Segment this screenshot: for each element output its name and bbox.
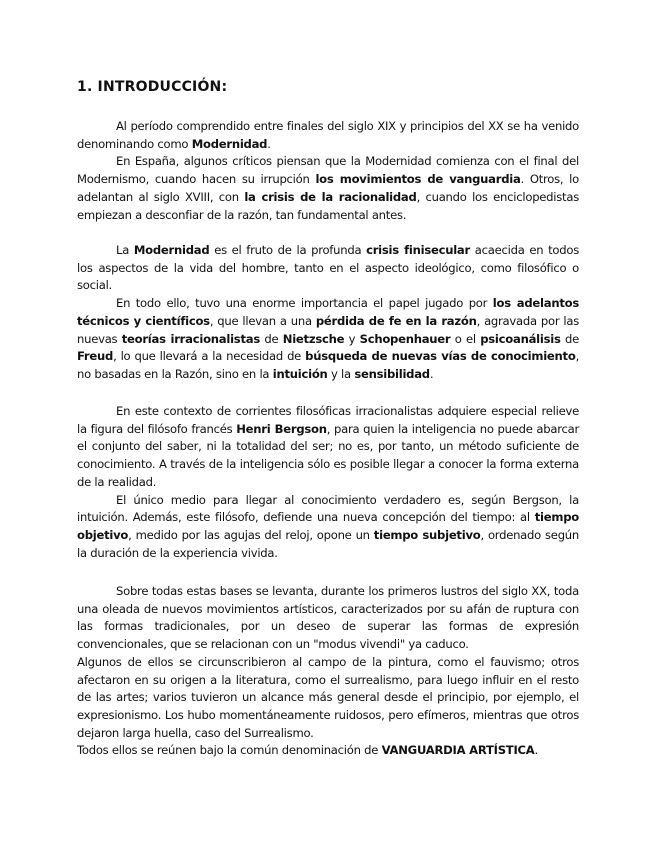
section-title: INTRODUCCIÓN: (97, 79, 228, 95)
section-number: 1. (77, 79, 93, 95)
text-run: , que llevan a una (209, 313, 316, 328)
text-run: La (116, 243, 134, 257)
text-run: y la (327, 366, 355, 381)
bold-term: Modernidad (191, 136, 268, 151)
bold-term: los adelantos técnicos y científicos (77, 296, 579, 328)
paragraph-ejemplos (77, 654, 579, 743)
text-run: de (259, 331, 283, 346)
text-run: Todos ellos se reúnen bajo la común denominación de (77, 743, 382, 758)
bold-term: pérdida de fe en la razón (315, 313, 477, 328)
text-run: Algunos de ellos se circunscribieron al campo de la pintura, como el fauvismo; otros afectaron en su origen a la literatura, como el surrealismo, para luego influir en el resto de las artes; varios tuvieron un alcance más general desde el principio, por ejemplo, el expresionismo. Los hubo momentáneamente ruidosos, pero efímeros, mientras que otros dejaron larga huella, caso del Surrealismo. (77, 654, 579, 740)
bold-term: Modernidad (133, 243, 210, 257)
text-run: y (344, 331, 360, 346)
paragraph-modernidad-period (77, 118, 579, 153)
text-run: , ordenado según la duración de la experiencia vivida. (77, 527, 579, 560)
paragraph-conclusion (77, 742, 579, 760)
paragraph-intuicion (77, 492, 579, 563)
text-run: , medido por las agujas del reloj, opone un (128, 527, 374, 542)
bold-term: Schopenhauer (359, 331, 451, 346)
intro-block (77, 118, 579, 224)
paragraph-irracionalismo (77, 295, 579, 384)
bergson-block (77, 403, 579, 562)
text-run: . (534, 743, 538, 758)
text-run: El único medio para llegar al conocimiento verdadero es, según Bergson, la intuición. Además, este filósofo, defiende una nueva concepción del tiempo: al (77, 492, 579, 525)
bold-term: Henri Bergson (236, 421, 327, 436)
crisis-block (77, 242, 579, 384)
bold-term: sensibilidad (354, 366, 430, 381)
text-run: acaecida en todos los aspectos de la vida del hombre, tanto en el aspecto ideológico, como filosófico o social. (77, 243, 579, 293)
section-heading (77, 79, 227, 95)
text-run: , para quien la inteligencia no puede abarcar el conjunto del saber, ni la totalidad del ser; no es, por tanto, un método suficiente de conocimiento. A través de la inteligencia sólo es posible llegar a conocer la forma externa de la realidad. (77, 421, 579, 489)
text-run: , cuando los enciclopedistas empiezan a desconfiar de la razón, tan fundamental antes. (77, 189, 579, 222)
bold-term: VANGUARDIA ARTÍSTICA (381, 743, 535, 758)
text-run: En España, algunos críticos piensan que la Modernidad comienza con el final del Modernismo, cuando hacen su irrupción (77, 154, 579, 187)
text-run: . (267, 136, 271, 151)
vanguardia-block (77, 583, 579, 760)
bold-term: teorías irracionalistas (121, 331, 260, 346)
bold-term: tiempo objetivo (77, 510, 579, 542)
bold-term: Freud (77, 349, 114, 364)
paragraph-bergson (77, 403, 579, 492)
text-run: . (429, 366, 434, 381)
bold-term: psicoanálisis (480, 331, 561, 346)
bold-term: tiempo subjetivo (373, 527, 481, 542)
bold-term: la crisis de la racionalidad (244, 189, 417, 204)
text-run: . Otros, lo adelantan al siglo XVIII, con (77, 172, 579, 204)
text-run: de (560, 331, 579, 346)
bold-term: búsqueda de nuevas vías de conocimiento (305, 349, 576, 364)
paragraph-modernidad-spain (77, 153, 579, 224)
bold-term: Nietzsche (282, 331, 345, 346)
text-run: , lo que llevará a la necesidad de (113, 349, 306, 364)
bold-term: los movimientos de vanguardia (315, 172, 521, 187)
text-run: o el (450, 331, 481, 346)
paragraph-crisis-finisecular (77, 242, 579, 295)
text-run: , agravada por las nuevas (77, 313, 580, 346)
text-run: En todo ello, tuvo una enorme importancia el papel jugado por (116, 296, 493, 311)
text-run: es el fruto de la profunda (209, 243, 367, 257)
text-run: Sobre todas estas bases se levanta, durante los primeros lustros del siglo XX, toda una oleada de nuevos movimientos artísticos, caracterizados por su afán de ruptura con las formas tradicionales, por un deseo de superar las formas de expresión convencionales, que se relacionan con un "modus vivendi" ya caduco. (77, 584, 579, 652)
bold-term: crisis finisecular (366, 243, 470, 257)
bold-term: intuición (272, 366, 328, 381)
text-run: Al período comprendido entre finales del siglo XIX y principios del XX se ha venido denominando como (77, 119, 579, 151)
text-run: En este contexto de corrientes filosóficas irracionalistas adquiere especial relieve la figura del filósofo francés (77, 404, 579, 436)
text-run: , no basadas en la Razón, sino en la (77, 349, 579, 381)
paragraph-movimientos (77, 583, 579, 654)
